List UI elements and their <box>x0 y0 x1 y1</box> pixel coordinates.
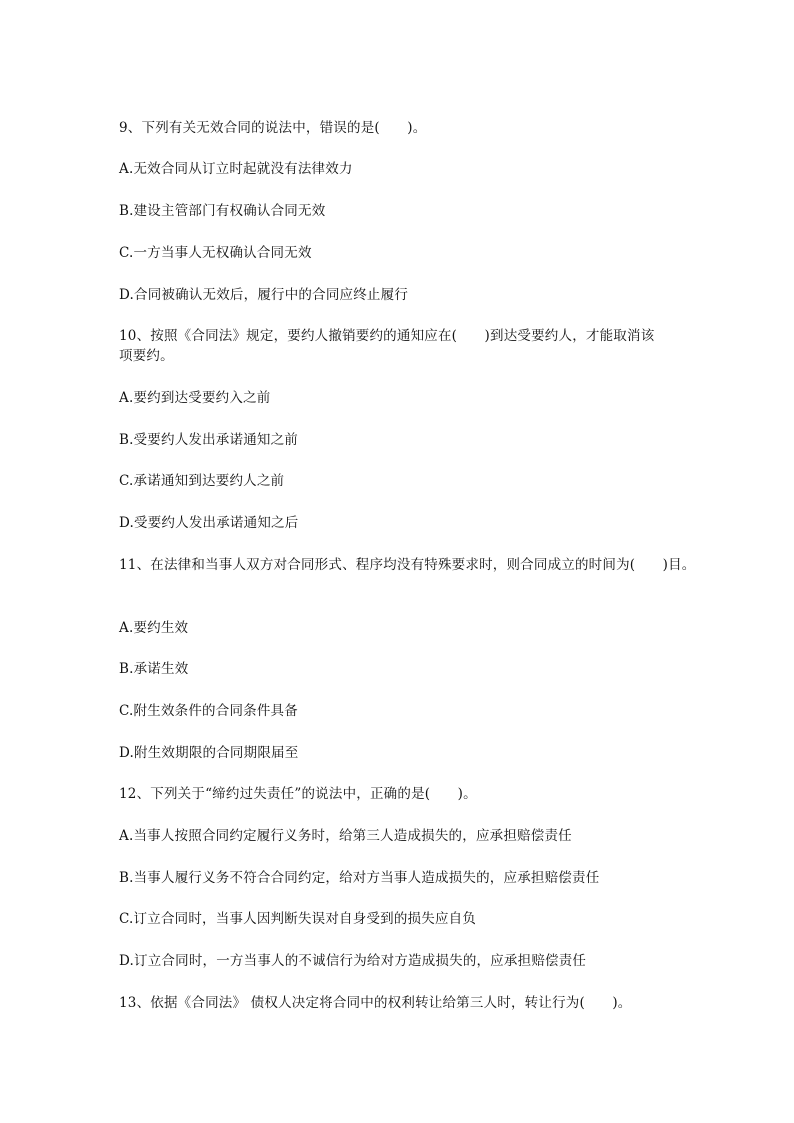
question-9-option-a: A.无效合同从订立时起就没有法律效力 <box>119 161 353 177</box>
question-12-option-d: D.订立合同时，一方当事人的不诚信行为给对方造成损失的，应承担赔偿责任 <box>119 953 587 969</box>
question-10-option-b: B.受要约人发出承诺通知之前 <box>119 432 299 448</box>
question-9-option-d: D.合同被确认无效后，履行中的合同应终止履行 <box>119 287 409 303</box>
question-9-option-b: B.建设主管部门有权确认合同无效 <box>119 203 326 219</box>
question-11-option-c: C.附生效条件的合同条件具备 <box>119 703 298 719</box>
question-11-stem: 11、在法律和当事人双方对合同形式、程序均没有特殊要求时，则合同成立的时间为( )目。 <box>119 557 696 573</box>
question-11-option-b: B.承诺生效 <box>119 661 189 677</box>
question-12-option-b: B.当事人履行义务不符合合同约定，给对方当事人造成损失的，应承担赔偿责任 <box>119 870 600 886</box>
question-10-option-d: D.受要约人发出承诺通知之后 <box>119 515 299 531</box>
question-10-option-c: C.承诺通知到达要约人之前 <box>119 473 285 489</box>
question-9-stem: 9、下列有关无效合同的说法中，错误的是( )。 <box>119 120 427 136</box>
question-12-option-a: A.当事人按照合同约定履行义务时，给第三人造成损失的，应承担赔偿责任 <box>119 828 572 844</box>
question-11-option-d: D.附生效期限的合同期限届至 <box>119 745 299 761</box>
question-13-stem: 13、依据《合同法》 债权人决定将合同中的权利转让给第三人时，转让行为( )。 <box>119 995 632 1011</box>
question-10-stem-line2: 项要约。 <box>119 348 174 364</box>
question-10-stem-line1: 10、按照《合同法》规定，要约人撤销要约的通知应在( )到达受要约人，才能取消该 <box>119 328 655 344</box>
question-12-option-c: C.订立合同时，当事人因判断失误对自身受到的损失应自负 <box>119 911 477 927</box>
question-10-option-a: A.要约到达受要约入之前 <box>119 390 271 406</box>
question-9-option-c: C.一方当事人无权确认合同无效 <box>119 245 312 261</box>
question-11-option-a: A.要约生效 <box>119 620 189 636</box>
question-12-stem: 12、下列关于“缔约过失责任”的说法中，正确的是( )。 <box>119 786 477 802</box>
